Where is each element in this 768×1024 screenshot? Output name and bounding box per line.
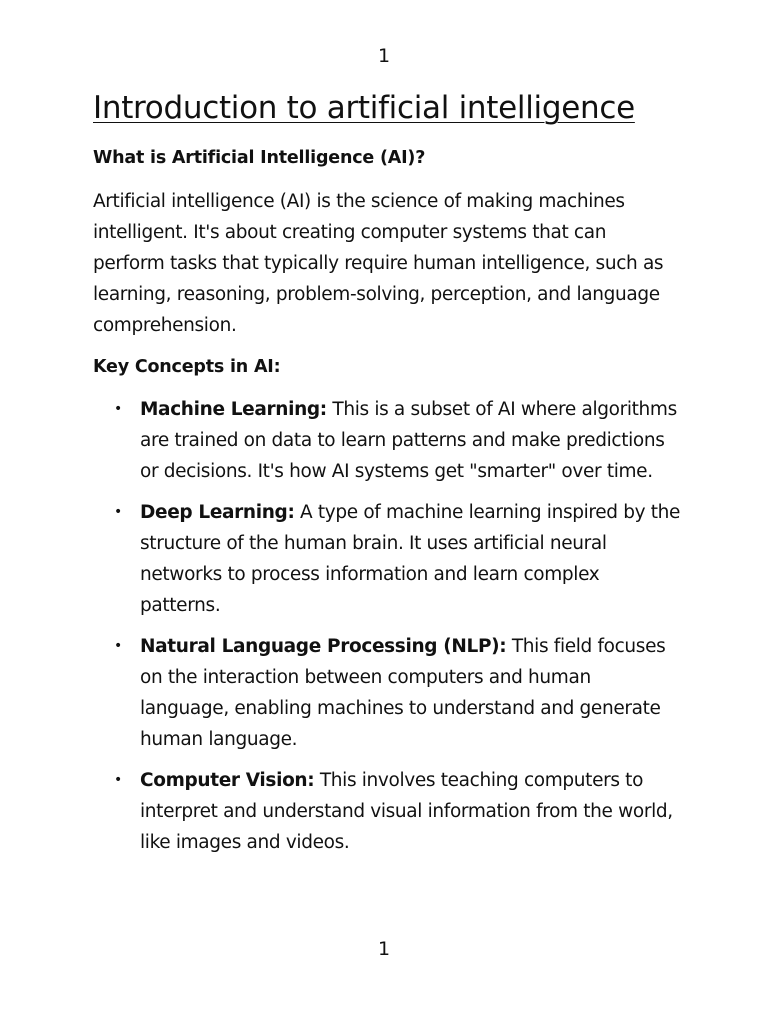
page-number-top: 1 — [377, 45, 391, 67]
bullet-icon: • — [114, 638, 122, 654]
concept-description: A type of machine learning inspired by the structure of the human brain. It uses artificial neural networks to process information and learn complex patterns. — [140, 502, 681, 616]
intro-paragraph: Artificial intelligence (AI) is the science of making machines intelligent. It's about creating computer systems that can perform tasks that typically require human intelligence, such as learning, reasoning, problem-solving, perception, and language comprehension. — [93, 191, 664, 336]
concept-description: This is a subset of AI where algorithms are trained on data to learn patterns and make predictions or decisions. It's how AI systems get "smarter" over time. — [140, 399, 677, 482]
bullet-icon: • — [114, 504, 122, 520]
document-title: Introduction to artificial intelligence — [93, 90, 635, 126]
concept-description: This field focuses on the interaction between computers and human language, enabling machines to understand and generate human language. — [140, 636, 666, 750]
page-number-bottom: 1 — [377, 938, 391, 960]
concept-term: Deep Learning: — [140, 502, 295, 523]
document-body — [93, 88, 683, 868]
concept-term: Machine Learning: — [140, 399, 327, 420]
list-item-nlp — [93, 631, 683, 755]
list-item-deep-learning — [93, 497, 683, 621]
concept-term: Computer Vision: — [140, 770, 315, 791]
concept-term: Natural Language Processing (NLP): — [140, 636, 507, 657]
list-item-machine-learning — [93, 394, 683, 487]
section-heading-what-is-ai: What is Artificial Intelligence (AI)? — [93, 148, 426, 168]
key-concepts-list — [93, 394, 683, 858]
bullet-icon: • — [114, 401, 122, 417]
list-item-computer-vision — [93, 765, 683, 858]
section-heading-key-concepts: Key Concepts in AI: — [93, 357, 281, 377]
bullet-icon: • — [114, 772, 122, 788]
concept-description: This involves teaching computers to interpret and understand visual information from the world, like images and videos. — [140, 770, 673, 853]
